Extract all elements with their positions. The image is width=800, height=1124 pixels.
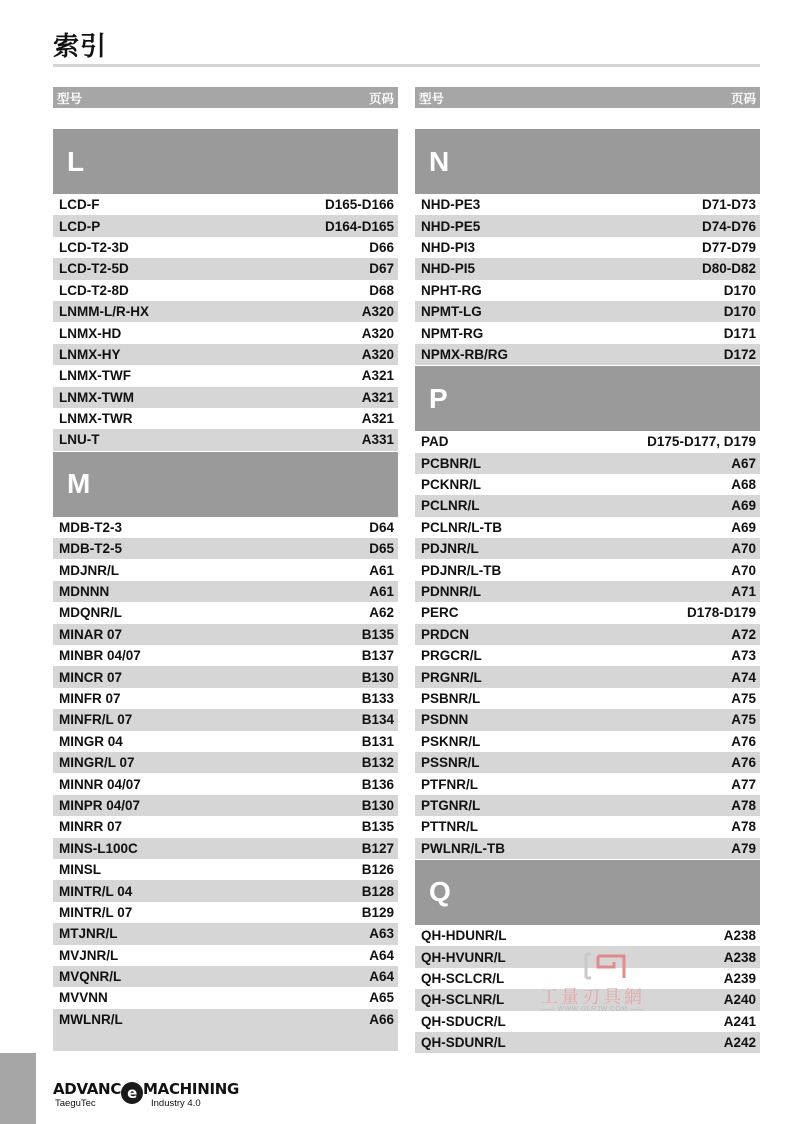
- page-number: A70: [731, 541, 756, 557]
- index-row: [53, 301, 398, 322]
- model-name: MTJNR/L: [59, 926, 118, 942]
- column-header: [53, 87, 398, 108]
- model-name: MINS-L100C: [59, 840, 138, 856]
- watermark-icon: [582, 951, 630, 981]
- logo-text-left: ADVANC: [53, 1080, 122, 1098]
- model-name: MDJNR/L: [59, 562, 119, 578]
- index-row: [415, 474, 760, 495]
- index-row: [415, 301, 760, 322]
- page-number: D77-D79: [701, 239, 756, 255]
- page-number: A72: [731, 626, 756, 642]
- index-row: [415, 517, 760, 538]
- logo-sub-left: TaeguTec: [55, 1098, 96, 1109]
- page-number: B133: [361, 691, 394, 706]
- model-name: MINRR 07: [59, 819, 123, 835]
- index-row: [53, 322, 398, 343]
- model-name: PTFNR/L: [421, 776, 478, 792]
- page-number: B131: [361, 733, 394, 749]
- index-row: [415, 816, 760, 837]
- index-row: [415, 581, 760, 602]
- page-number: A64: [369, 969, 394, 985]
- model-name: MINBR 04/07: [59, 648, 141, 664]
- index-row: [53, 731, 398, 752]
- page-number: D164-D165: [324, 218, 394, 234]
- page-number: A239: [723, 970, 756, 986]
- page-number: A74: [731, 669, 756, 685]
- index-row: [415, 731, 760, 752]
- model-name: LCD-P: [59, 218, 101, 234]
- model-name: NHD-PE3: [421, 197, 481, 213]
- page-number: A320: [361, 304, 394, 320]
- index-row: [53, 752, 398, 773]
- model-name: MINGR/L 07: [59, 755, 135, 771]
- model-name: MVJNR/L: [59, 947, 119, 963]
- brand-logo: [53, 1080, 240, 1112]
- model-name: LCD-F: [59, 197, 100, 213]
- index-row: [53, 1009, 398, 1030]
- page-number: A71: [731, 584, 756, 600]
- page-number: B136: [361, 776, 394, 792]
- page-number: A75: [731, 691, 756, 706]
- model-name: PAD: [421, 434, 449, 450]
- model-name: QH-SCLCR/L: [421, 970, 505, 986]
- model-name: LCD-T2-8D: [59, 282, 129, 298]
- model-name: PERC: [421, 605, 459, 621]
- title-rule: [53, 64, 760, 67]
- page-number: D71-D73: [701, 197, 756, 213]
- page-edge-tab: [0, 1053, 36, 1124]
- model-name: QH-SCLNR/L: [421, 992, 505, 1008]
- model-name: NHD-PI3: [421, 239, 476, 255]
- index-row: [415, 344, 760, 365]
- model-name: PDJNR/L-TB: [421, 562, 502, 578]
- model-name: MINTR/L 04: [59, 883, 133, 899]
- index-row: [415, 1011, 760, 1032]
- model-name: QH-SDUCR/L: [421, 1013, 506, 1029]
- model-name: LNMX-TWM: [59, 389, 134, 405]
- model-name: PRGNR/L: [421, 669, 482, 685]
- index-row: [415, 645, 760, 666]
- index-row: [53, 816, 398, 837]
- index-row: [415, 194, 760, 215]
- index-row: [53, 258, 398, 279]
- index-row: [53, 280, 398, 301]
- page-number: B137: [361, 648, 394, 664]
- index-row: [53, 987, 398, 1008]
- page-number: D178-D179: [686, 605, 756, 621]
- model-name: LNMX-TWF: [59, 368, 131, 384]
- index-row: [415, 258, 760, 279]
- index-row: [53, 795, 398, 816]
- page-number: B126: [361, 862, 394, 878]
- index-row: [53, 538, 398, 559]
- page-number: A75: [731, 712, 756, 728]
- page-number: D68: [369, 282, 394, 298]
- index-row: [415, 215, 760, 236]
- index-row: [53, 838, 398, 859]
- page-number: A321: [361, 368, 394, 384]
- page-number: A320: [361, 346, 394, 362]
- index-row: [415, 838, 760, 859]
- model-name: LNU-T: [59, 432, 100, 448]
- model-name: LNMX-TWR: [59, 411, 133, 427]
- model-name: MDB-T2-5: [59, 541, 122, 557]
- index-row: [415, 495, 760, 516]
- page-number: A69: [731, 498, 756, 514]
- index-row: [415, 237, 760, 258]
- model-name: MINPR 04/07: [59, 797, 141, 813]
- table-end-bar: [53, 1030, 398, 1051]
- index-row: [415, 559, 760, 580]
- page-number: D74-D76: [701, 218, 756, 234]
- index-row: [53, 923, 398, 944]
- page-number: A320: [361, 325, 394, 341]
- column-header-page: 页码: [368, 90, 394, 106]
- model-name: MINCR 07: [59, 669, 123, 685]
- index-row: [53, 709, 398, 730]
- page-number: D66: [369, 239, 394, 255]
- index-row: [53, 666, 398, 687]
- model-name: MINTR/L 07: [59, 904, 133, 920]
- page-number: D64: [369, 519, 394, 535]
- page-number: B130: [361, 797, 394, 813]
- index-row: [53, 559, 398, 580]
- index-row: [53, 624, 398, 645]
- page-number: A78: [731, 797, 756, 813]
- model-name: PSBNR/L: [421, 691, 481, 706]
- page-number: A331: [361, 432, 394, 448]
- model-name: NHD-PI5: [421, 261, 476, 277]
- index-row: [415, 773, 760, 794]
- page-number: A69: [731, 519, 756, 535]
- index-row: [53, 945, 398, 966]
- page-number: A65: [369, 990, 394, 1006]
- model-name: NHD-PE5: [421, 218, 481, 234]
- section-letter-l: L: [53, 129, 398, 194]
- index-row: [53, 215, 398, 236]
- index-row: [53, 365, 398, 386]
- page-number: D171: [723, 325, 756, 341]
- model-name: PRDCN: [421, 626, 470, 642]
- model-name: MINFR 07: [59, 691, 121, 706]
- page-number: D67: [369, 261, 394, 277]
- page-number: A238: [723, 949, 756, 965]
- index-row: [53, 517, 398, 538]
- page-number: A70: [731, 562, 756, 578]
- index-row: [53, 773, 398, 794]
- page-number: A76: [731, 755, 756, 771]
- page-number: B135: [361, 819, 394, 835]
- index-row: [415, 431, 760, 452]
- model-name: PDNNR/L: [421, 584, 481, 600]
- model-name: MVVNN: [59, 990, 108, 1006]
- logo-text-right: MACHINING: [143, 1080, 240, 1098]
- index-row: [53, 602, 398, 623]
- model-name: PSSNR/L: [421, 755, 480, 771]
- index-row: [415, 602, 760, 623]
- page-number: D80-D82: [701, 261, 756, 277]
- page-number: A238: [723, 928, 756, 944]
- model-name: PDJNR/L: [421, 541, 479, 557]
- model-name: MINGR 04: [59, 733, 123, 749]
- page-number: D172: [723, 346, 756, 362]
- index-row: [415, 322, 760, 343]
- index-row: [53, 387, 398, 408]
- model-name: MWLNR/L: [59, 1011, 123, 1027]
- page-title: 索引: [53, 32, 108, 62]
- page-number: B134: [361, 712, 394, 728]
- index-row: [53, 344, 398, 365]
- model-name: MINNR 04/07: [59, 776, 141, 792]
- index-row: [415, 795, 760, 816]
- column-header-model: 型号: [57, 90, 83, 106]
- model-name: PSKNR/L: [421, 733, 481, 749]
- index-row: [53, 408, 398, 429]
- index-row: [415, 624, 760, 645]
- index-row: [53, 237, 398, 258]
- page-number: D170: [723, 282, 756, 298]
- page-number: B132: [361, 755, 394, 771]
- section-letter-q: Q: [415, 860, 760, 925]
- page-number: A73: [731, 648, 756, 664]
- logo-e-mark: e: [121, 1082, 143, 1104]
- page-number: A66: [369, 1011, 394, 1027]
- model-name: PWLNR/L-TB: [421, 840, 505, 856]
- index-row: [53, 581, 398, 602]
- model-name: QH-HDUNR/L: [421, 928, 507, 944]
- model-name: QH-HVUNR/L: [421, 949, 506, 965]
- model-name: MDB-T2-3: [59, 519, 122, 535]
- page-number: A79: [731, 840, 756, 856]
- model-name: QH-SDUNR/L: [421, 1035, 506, 1051]
- model-name: PSDNN: [421, 712, 469, 728]
- index-row: [53, 194, 398, 215]
- index-row: [415, 280, 760, 301]
- page-number: B128: [361, 883, 394, 899]
- page-number: A68: [731, 477, 756, 493]
- model-name: PTTNR/L: [421, 819, 478, 835]
- column-header: [415, 87, 760, 108]
- page-number: B127: [361, 840, 394, 856]
- page-number: D165-D166: [324, 197, 394, 213]
- page-number: B129: [361, 904, 394, 920]
- page-number: B130: [361, 669, 394, 685]
- page-number: A321: [361, 411, 394, 427]
- model-name: MVQNR/L: [59, 969, 122, 985]
- model-name: LNMX-HY: [59, 346, 121, 362]
- index-row: [53, 966, 398, 987]
- index-row: [415, 709, 760, 730]
- index-row: [415, 666, 760, 687]
- model-name: PTGNR/L: [421, 797, 481, 813]
- page-number: A76: [731, 733, 756, 749]
- page-number: A77: [731, 776, 756, 792]
- model-name: NPMT-RG: [421, 325, 484, 341]
- index-row: [53, 880, 398, 901]
- model-name: MINSL: [59, 862, 101, 878]
- page-number: A78: [731, 819, 756, 835]
- page-number: A241: [723, 1013, 756, 1029]
- page-number: A321: [361, 389, 394, 405]
- page-number: A64: [369, 947, 394, 963]
- index-row: [415, 688, 760, 709]
- model-name: PCLNR/L-TB: [421, 519, 502, 535]
- section-letter-p: P: [415, 366, 760, 431]
- index-row: [415, 1032, 760, 1053]
- page-number: B135: [361, 626, 394, 642]
- model-name: LNMM-L/R-HX: [59, 304, 149, 320]
- page-number: A242: [723, 1035, 756, 1051]
- model-name: PRGCR/L: [421, 648, 482, 664]
- model-name: NPHT-RG: [421, 282, 482, 298]
- model-name: LCD-T2-3D: [59, 239, 129, 255]
- index-row: [53, 859, 398, 880]
- page-number: A62: [369, 605, 394, 621]
- model-name: NPMT-LG: [421, 304, 482, 320]
- model-name: NPMX-RB/RG: [421, 346, 508, 362]
- left-index-column: [53, 87, 398, 1051]
- page-number: D65: [369, 541, 394, 557]
- column-header-page: 页码: [730, 90, 756, 106]
- right-index-column: [415, 87, 760, 1053]
- section-letter-m: M: [53, 452, 398, 517]
- model-name: LNMX-HD: [59, 325, 122, 341]
- watermark-text: 工量刃具網: [540, 987, 645, 1008]
- index-row: [415, 925, 760, 946]
- index-row: [415, 752, 760, 773]
- model-name: PCKNR/L: [421, 477, 481, 493]
- page-number: D175-D177, D179: [647, 434, 756, 450]
- logo-sub-right: Industry 4.0: [151, 1098, 201, 1109]
- model-name: MINFR/L 07: [59, 712, 133, 728]
- column-header-model: 型号: [419, 90, 445, 106]
- model-name: MDNNN: [59, 584, 110, 600]
- index-row: [53, 429, 398, 450]
- model-name: LCD-T2-5D: [59, 261, 129, 277]
- index-row: [415, 538, 760, 559]
- model-name: MDQNR/L: [59, 605, 122, 621]
- model-name: PCLNR/L: [421, 498, 480, 514]
- page-number: A63: [369, 926, 394, 942]
- index-row: [53, 902, 398, 923]
- watermark-url: —— WWW.GLRJW.COM ——: [540, 1006, 646, 1013]
- model-name: MINAR 07: [59, 626, 123, 642]
- index-row: [53, 688, 398, 709]
- page-number: A240: [723, 992, 756, 1008]
- index-row: [53, 645, 398, 666]
- page-number: D170: [723, 304, 756, 320]
- page-number: A61: [369, 562, 394, 578]
- index-row: [415, 453, 760, 474]
- model-name: PCBNR/L: [421, 455, 481, 471]
- page-number: A67: [731, 455, 756, 471]
- page-number: A61: [369, 584, 394, 600]
- section-letter-n: N: [415, 129, 760, 194]
